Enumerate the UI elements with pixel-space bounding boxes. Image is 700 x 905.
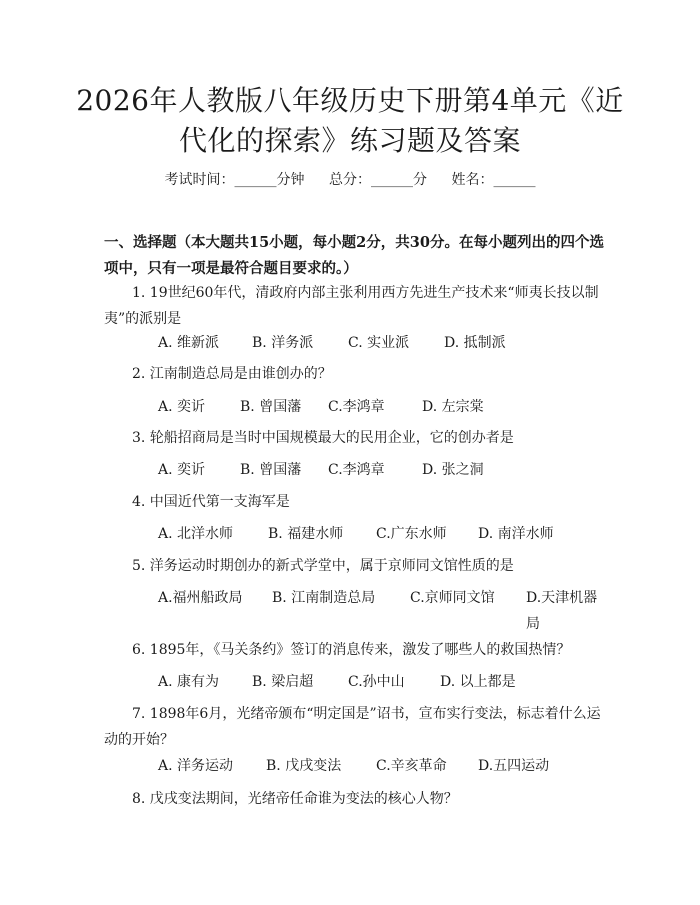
option-b: B. 福建水师 — [268, 526, 344, 542]
option-c: C.辛亥革命 — [376, 758, 447, 774]
question-5 — [104, 553, 604, 579]
option-d: D.天津机器局 — [526, 590, 598, 632]
option-c: C.李鸿章 — [328, 399, 385, 415]
option-a: A.福州船政局 — [158, 590, 243, 606]
question-stem: 7. 1898年6月，光绪帝颁布“明定国是”诏书，宣布实行变法，标志着什么运动的开始？ — [104, 706, 601, 748]
exam-name: 姓名：______ — [451, 172, 536, 188]
question-3 — [104, 425, 604, 451]
option-a: A. 维新派 — [158, 335, 220, 351]
exam-meta — [0, 169, 700, 189]
option-d: D. 南洋水师 — [478, 526, 554, 542]
exam-time: 考试时间：______分钟 — [164, 172, 305, 188]
option-c: C.李鸿章 — [328, 462, 385, 478]
option-a: A. 奕䜣 — [158, 399, 206, 415]
option-d: D. 抵制派 — [444, 335, 506, 351]
question-stem: 4. 中国近代第一支海军是 — [132, 494, 290, 510]
option-c: C. 实业派 — [348, 335, 410, 351]
option-b: B. 洋务派 — [252, 335, 314, 351]
question-1 — [104, 280, 604, 332]
option-b: B. 梁启超 — [252, 674, 314, 690]
question-stem: 1. 19世纪60年代，清政府内部主张利用西方先进生产技术来“师夷长技以制夷”的派别是 — [104, 285, 599, 327]
question-stem: 6. 1895年，《马关条约》签订的消息传来，激发了哪些人的救国热情？ — [132, 642, 571, 658]
option-a: A. 康有为 — [158, 674, 220, 690]
question-8 — [104, 786, 604, 812]
question-6 — [104, 637, 604, 663]
option-d: D.五四运动 — [478, 758, 550, 774]
option-b: B. 曾国藩 — [240, 399, 302, 415]
option-d: D. 左宗棠 — [422, 399, 484, 415]
page-title-line-1: 2026年人教版八年级历史下册第4单元《近 — [76, 84, 624, 117]
option-c: C.京师同文馆 — [410, 590, 495, 606]
question-stem: 2. 江南制造总局是由谁创办的？ — [132, 366, 332, 382]
question-stem: 5. 洋务运动时期创办的新式学堂中，属于京师同文馆性质的是 — [132, 558, 514, 574]
option-a: A. 北洋水师 — [158, 526, 234, 542]
option-c: C.广东水师 — [376, 526, 447, 542]
option-b: B. 曾国藩 — [240, 462, 302, 478]
exam-score: 总分：______分 — [329, 172, 427, 188]
option-a: A. 奕䜣 — [158, 462, 206, 478]
option-a: A. 洋务运动 — [158, 758, 234, 774]
option-c: C.孙中山 — [348, 674, 405, 690]
option-d: D. 张之洞 — [422, 462, 484, 478]
question-7 — [104, 701, 604, 753]
option-d: D. 以上都是 — [440, 674, 516, 690]
question-4 — [104, 489, 604, 515]
question-stem: 8. 戊戌变法期间，光绪帝任命谁为变法的核心人物？ — [132, 791, 458, 807]
question-stem: 3. 轮船招商局是当时中国规模最大的民用企业，它的创办者是 — [132, 430, 514, 446]
option-b: B. 戊戌变法 — [266, 758, 342, 774]
page-title-line-2: 代化的探索》练习题及答案 — [178, 124, 521, 157]
option-b: B. 江南制造总局 — [272, 590, 376, 606]
section-heading: 一、选择题（本大题共15小题，每小题2分，共30分。在每小题列出的四个选项中，只有一项是最符合题目要求的。） — [104, 234, 604, 277]
question-2 — [104, 361, 604, 387]
